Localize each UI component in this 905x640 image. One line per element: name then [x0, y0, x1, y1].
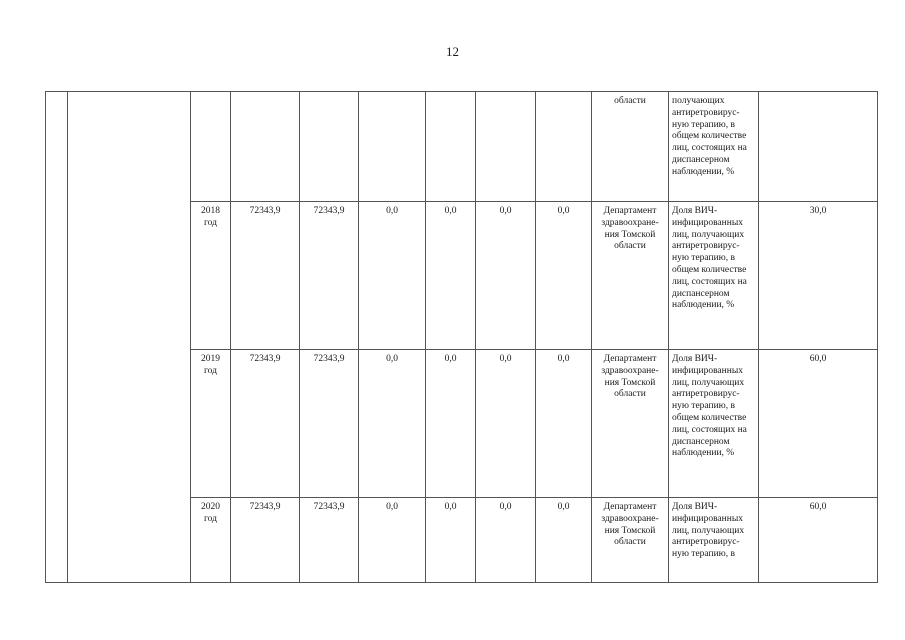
amount-cell: 0,0 [536, 202, 592, 350]
amount-cell [300, 92, 359, 202]
indicator-cell: Доля ВИЧ-инфицированных лиц, получающих антиретровирус-ную терапию, в [669, 498, 759, 583]
amount-cell: 0,0 [476, 202, 536, 350]
indicator-cell: Доля ВИЧ-инфицированных лиц, получающих антиретровирус-ную терапию, в общем количестве лиц, состоящих на диспансерном наблюдении, % [669, 202, 759, 350]
amount-cell: 72343,9 [300, 498, 359, 583]
name-cell [68, 92, 191, 583]
amount-cell: 0,0 [536, 498, 592, 583]
executor-cell: области [592, 92, 669, 202]
amount-cell [476, 92, 536, 202]
amount-cell [426, 92, 476, 202]
executor-cell: Департамент здравоохране-ния Томской области [592, 202, 669, 350]
executor-cell: Департамент здравоохране-ния Томской области [592, 498, 669, 583]
total-cell: 72343,9 [231, 350, 300, 498]
amount-cell: 0,0 [536, 350, 592, 498]
indicator-cell: получающих антиретровирус-ную терапию, в общем количестве лиц, состоящих на диспансерном наблюдении, % [669, 92, 759, 202]
amount-cell: 0,0 [359, 498, 426, 583]
value-cell [759, 92, 878, 202]
year-cell: 2020 год [191, 498, 231, 583]
amount-cell: 0,0 [476, 498, 536, 583]
amount-cell: 72343,9 [300, 350, 359, 498]
amount-cell: 0,0 [426, 350, 476, 498]
amount-cell: 0,0 [359, 350, 426, 498]
amount-cell: 0,0 [476, 350, 536, 498]
amount-cell [536, 92, 592, 202]
amount-cell [359, 92, 426, 202]
total-cell [231, 92, 300, 202]
total-cell: 72343,9 [231, 202, 300, 350]
amount-cell: 0,0 [426, 202, 476, 350]
indicator-cell: Доля ВИЧ-инфицированных лиц, получающих антиретровирус-ную терапию, в общем количестве лиц, состоящих на диспансерном наблюдении, % [669, 350, 759, 498]
number-cell [46, 92, 68, 583]
amount-cell: 0,0 [426, 498, 476, 583]
year-cell: 2018 год [191, 202, 231, 350]
year-cell: 2019 год [191, 350, 231, 498]
year-cell [191, 92, 231, 202]
total-cell: 72343,9 [231, 498, 300, 583]
value-cell: 30,0 [759, 202, 878, 350]
table-row [46, 92, 878, 202]
executor-cell: Департамент здравоохране-ния Томской области [592, 350, 669, 498]
value-cell: 60,0 [759, 350, 878, 498]
value-cell: 60,0 [759, 498, 878, 583]
amount-cell: 0,0 [359, 202, 426, 350]
amount-cell: 72343,9 [300, 202, 359, 350]
page-number: 12 [446, 44, 459, 59]
program-table [45, 91, 878, 583]
